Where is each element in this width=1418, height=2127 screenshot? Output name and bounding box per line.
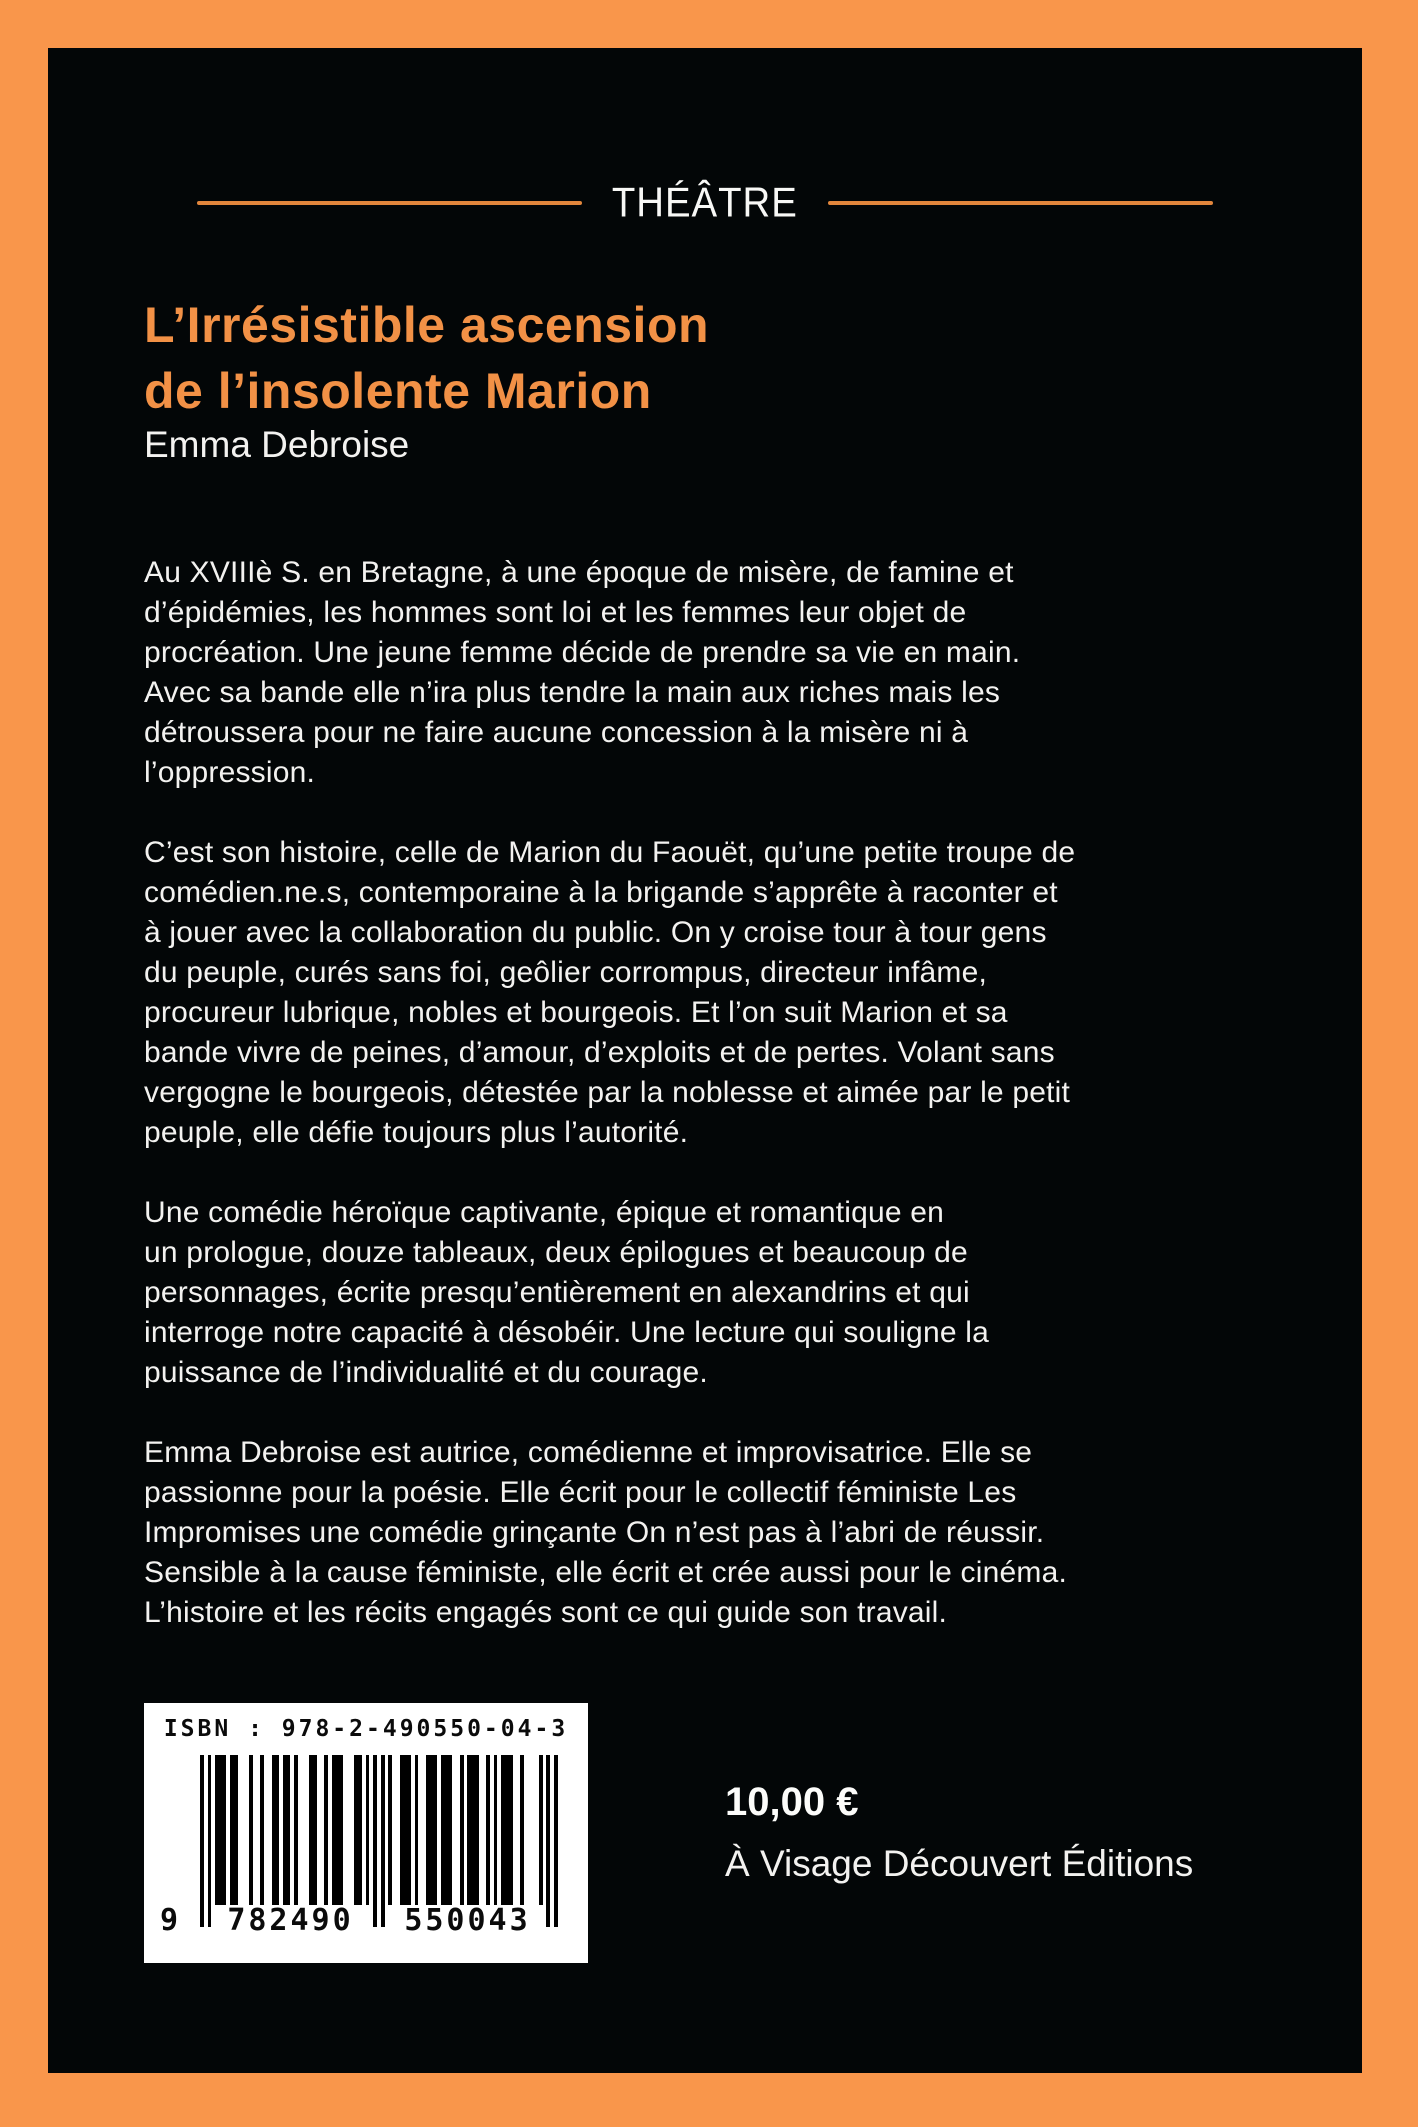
text-line: L’histoire et les récits engagés sont ce qui guide son travail.: [144, 1596, 948, 1629]
body-paragraph-4: [144, 1433, 1340, 1633]
text-line: d’épidémies, les hommes sont loi et les femmes leur objet de: [144, 596, 967, 629]
body-paragraph-3: [144, 1193, 1340, 1393]
text-line: Avec sa bande elle n’ira plus tendre la main aux riches mais les: [144, 676, 1001, 709]
text-line: détroussera pour ne faire aucune concession à la misère ni à: [144, 716, 969, 749]
text-line: du peuple, curés sans foi, geôlier corrompus, directeur infâme,: [144, 956, 988, 989]
category-header: [48, 181, 1362, 225]
text-line: Sensible à la cause féministe, elle écrit et crée aussi pour le cinéma.: [144, 1556, 1067, 1589]
text-line: interroge notre capacité à désobéir. Une lecture qui souligne la: [144, 1316, 989, 1349]
ean-barcode: [200, 1755, 559, 1927]
publisher-name: À Visage Découvert Éditions: [725, 1843, 1194, 1884]
text-line: comédien.ne.s, contemporaine à la brigande s’apprête à raconter et: [144, 876, 1058, 909]
text-line: passionne pour la poésie. Elle écrit pour le collectif féministe Les: [144, 1476, 1017, 1509]
category-label: THÉÂTRE: [612, 179, 798, 226]
text-line: bande vivre de peines, d’amour, d’exploits et de pertes. Volant sans: [144, 1036, 1055, 1069]
text-line: l’oppression.: [144, 756, 316, 789]
text-line: procréation. Une jeune femme décide de prendre sa vie en main.: [144, 636, 1021, 669]
price-label: 10,00 €: [725, 1780, 859, 1824]
barcode-digit-lead: 9: [160, 1903, 182, 1938]
book-title: [144, 292, 709, 424]
author-name: Emma Debroise: [144, 424, 410, 465]
book-title-line-1: L’Irrésistible ascension: [144, 297, 710, 353]
barcode-panel: [144, 1703, 588, 1963]
text-line: procureur lubrique, nobles et bourgeois. Et l’on suit Marion et sa: [144, 996, 1008, 1029]
text-line: à jouer avec la collaboration du public. On y croise tour à tour gens: [144, 916, 1047, 949]
right-rule-line: [828, 201, 1213, 205]
body-paragraph-1: [144, 553, 1340, 793]
text-line: peuple, elle défie toujours plus l’autorité.: [144, 1116, 689, 1149]
isbn-label: ISBN : 978-2-490550-04-3: [163, 1716, 569, 1742]
synopsis: [144, 553, 1340, 1633]
body-paragraph-2: [144, 833, 1340, 1153]
text-line: Emma Debroise est autrice, comédienne et improvisatrice. Elle se: [144, 1436, 1033, 1469]
text-line: C’est son histoire, celle de Marion du Faouët, qu’une petite troupe de: [144, 836, 1076, 869]
back-cover: [48, 48, 1362, 2073]
left-rule-line: [197, 201, 582, 205]
text-line: Impromises une comédie grinçante On n’est pas à l’abri de réussir.: [144, 1516, 1045, 1549]
text-line: un prologue, douze tableaux, deux épilogues et beaucoup de: [144, 1236, 968, 1269]
barcode-digits-right: 550043: [404, 1903, 531, 1938]
text-line: puissance de l’individualité et du courage.: [144, 1356, 708, 1389]
book-title-line-2: de l’insolente Marion: [144, 363, 652, 419]
text-line: vergogne le bourgeois, détestée par la noblesse et aimée par le petit: [144, 1076, 1071, 1109]
barcode-digits-left: 782490: [227, 1903, 354, 1938]
text-line: Une comédie héroïque captivante, épique et romantique en: [144, 1196, 945, 1229]
text-line: personnages, écrite presqu’entièrement en alexandrins et qui: [144, 1276, 970, 1309]
text-line: Au XVIIIè S. en Bretagne, à une époque de misère, de famine et: [144, 556, 1014, 589]
